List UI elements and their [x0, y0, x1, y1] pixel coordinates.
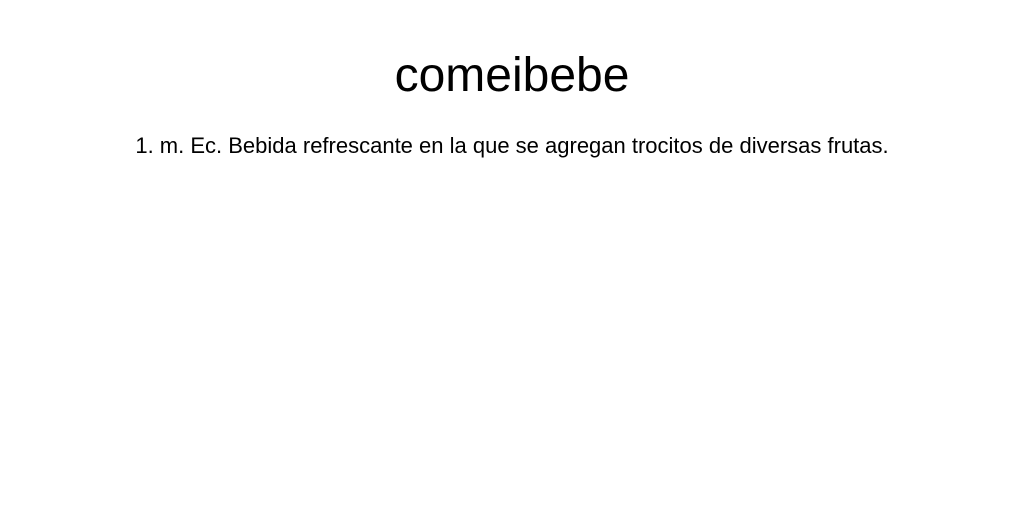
headword: comeibebe [394, 49, 630, 102]
definition-text: 1. m. Ec. Bebida refrescante en la que se agregan trocitos de diversas frutas. [135, 133, 889, 158]
